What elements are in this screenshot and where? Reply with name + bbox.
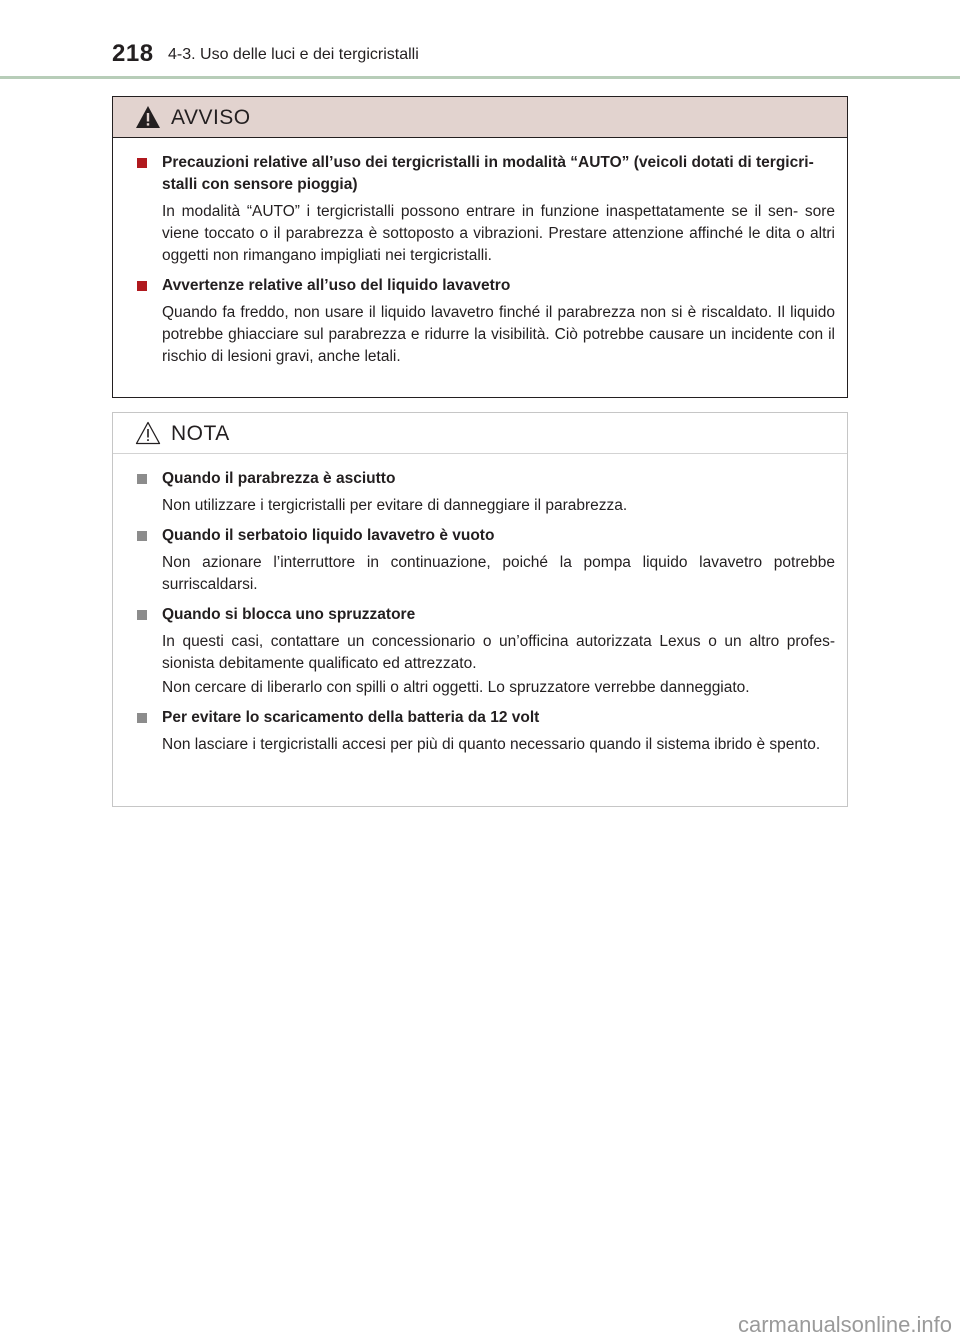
caution-triangle-icon — [135, 421, 161, 445]
warning-box — [112, 96, 848, 398]
notice-item — [137, 468, 835, 517]
header-divider — [0, 76, 960, 79]
section-title: 4-3. Uso delle luci e dei tergicristalli — [168, 46, 419, 63]
notice-item — [137, 525, 835, 596]
notice-item-text: Non utilizzare i tergicristalli per evitare di danneggiare il parabrezza. — [162, 497, 628, 514]
watermark: carmanualsonline.info — [737, 1312, 952, 1337]
notice-item-text: Non azionare l’interruttore in continuazione, poiché la pompa liquido lavavetro potrebbe surriscaldarsi. — [162, 554, 835, 593]
square-bullet-icon — [137, 713, 147, 723]
notice-header — [113, 413, 847, 454]
notice-item-text: Non cercare di liberarlo con spilli o altri oggetti. Lo spruzzatore verrebbe danneggiato. — [162, 679, 750, 696]
warning-item-text: In modalità “AUTO” i tergicristalli possono entrare in funzione inaspettatamente se il sen- sore viene toccato o il parabrezza è sottoposto a vibrazioni. Prestare attenzione affinché le dita o altri oggetti non rimangano impigliati nei tergicristalli. — [162, 203, 835, 264]
notice-item-text: Non lasciare i tergicristalli accesi per più di quanto necessario quando il sistema ibrido è spento. — [162, 736, 821, 753]
notice-item — [137, 604, 835, 699]
warning-item-text: Quando fa freddo, non usare il liquido lavavetro finché il parabrezza non si è riscaldato. Il liquido potrebbe ghiacciare sul parabrezza e ridurre la visibilità. Ciò potrebbe causare un incidente con il rischio di lesioni gravi, anche letali. — [162, 304, 835, 365]
page-header — [0, 0, 960, 80]
warning-item-title: Avvertenze relative all’uso del liquido lavavetro — [162, 277, 511, 294]
notice-item-text: In questi casi, contattare un concessionario o un’officina autorizzata Lexus o un altro profes- sionista debitamente qualificato ed attrezzato. — [162, 633, 835, 672]
square-bullet-icon — [137, 474, 147, 484]
notice-item-title: Quando il parabrezza è asciutto — [162, 470, 396, 487]
warning-item — [137, 275, 835, 368]
warning-body — [113, 138, 847, 368]
warning-item-title: Precauzioni relative all’uso dei tergicristalli in modalità “AUTO” (veicoli dotati di tergicri- stalli con sensore pioggia) — [162, 154, 814, 193]
notice-box — [112, 412, 848, 807]
warning-header — [113, 97, 847, 138]
notice-item-title: Quando si blocca uno spruzzatore — [162, 606, 416, 623]
notice-item-title: Per evitare lo scaricamento della batteria da 12 volt — [162, 709, 540, 726]
notice-body — [113, 454, 847, 756]
notice-label: NOTA — [171, 422, 230, 445]
square-bullet-icon — [137, 531, 147, 541]
warning-triangle-icon — [135, 105, 161, 129]
warning-item — [137, 152, 835, 267]
warning-label: AVVISO — [171, 106, 251, 129]
square-bullet-icon — [137, 281, 147, 291]
square-bullet-icon — [137, 610, 147, 620]
square-bullet-icon — [137, 158, 147, 168]
notice-item-title: Quando il serbatoio liquido lavavetro è vuoto — [162, 527, 495, 544]
notice-item — [137, 707, 835, 756]
page-number: 218 — [112, 40, 154, 67]
